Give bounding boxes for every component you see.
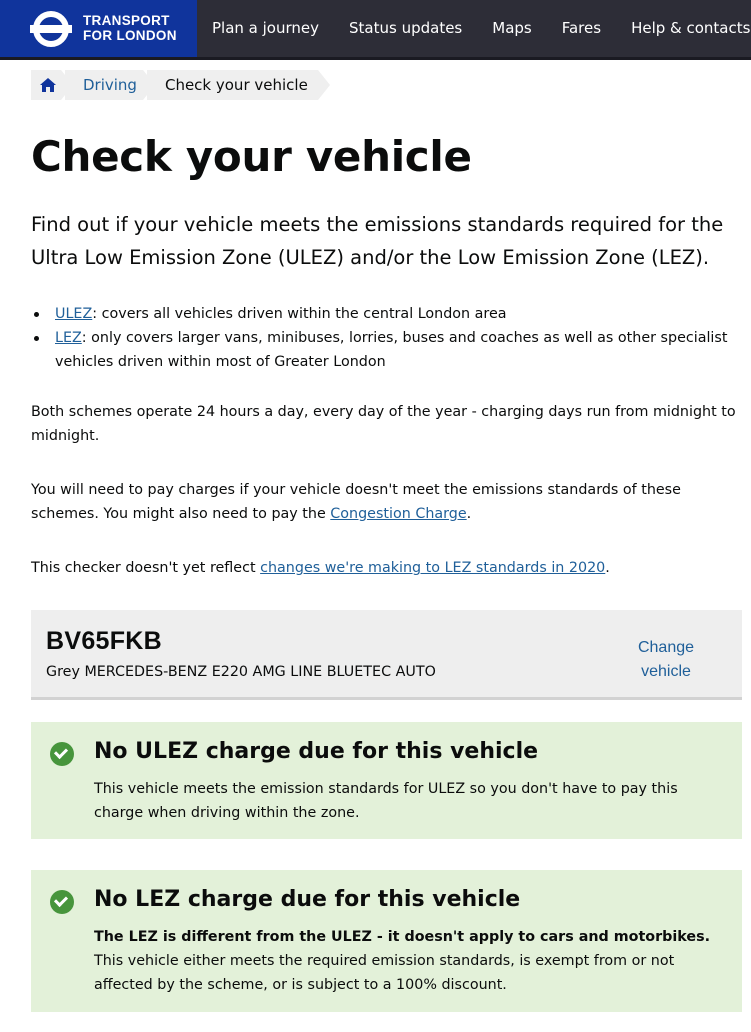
checker-note-paragraph: This checker doesn't yet reflect changes we're making to LEZ standards in 2020. <box>31 560 610 576</box>
vehicle-registration: BV65FKB <box>46 627 163 655</box>
nav-plan-a-journey[interactable]: Plan a journey <box>212 19 320 37</box>
logo-text: TRANSPORT FOR LONDON <box>83 13 177 43</box>
charges-paragraph: You will need to pay charges if your vehicle doesn't meet the emissions standards of these schemes. You might also need to pay the Congestion Charge. <box>31 482 681 522</box>
roundel-icon <box>30 11 72 47</box>
ulez-link[interactable]: ULEZ <box>55 306 93 322</box>
breadcrumb-home[interactable] <box>31 70 61 100</box>
ulez-description: : covers all vehicles driven within the central London area <box>92 306 507 322</box>
nav-help-contacts[interactable]: Help & contacts <box>631 19 751 37</box>
site-header <box>0 0 751 60</box>
ulez-result-panel <box>31 722 742 839</box>
congestion-charge-link[interactable]: Congestion Charge <box>330 506 467 522</box>
lez-description: : only covers larger vans, minibuses, lorries, buses and coaches as well as other specialist vehicles driven within most of Greater London <box>55 330 728 370</box>
list-item <box>31 302 741 326</box>
lez-result-panel <box>31 870 742 1012</box>
vehicle-summary <box>31 610 742 700</box>
home-icon <box>40 78 56 92</box>
breadcrumb-current-label: Check your vehicle <box>164 76 308 94</box>
nav-status-updates[interactable]: Status updates <box>349 19 463 37</box>
list-item <box>31 326 741 374</box>
tfl-logo[interactable] <box>0 0 197 57</box>
ulez-result-text: This vehicle meets the emission standards for ULEZ so you don't have to pay this charge when driving within the zone. <box>94 781 678 821</box>
breadcrumb-driving[interactable] <box>65 70 143 100</box>
lez-result-title: No LEZ charge due for this vehicle <box>94 887 521 912</box>
page-title: Check your vehicle <box>31 132 472 181</box>
check-circle-icon <box>50 890 74 914</box>
zone-list <box>31 302 741 374</box>
main-nav <box>197 0 751 57</box>
lez-standards-2020-link[interactable]: changes we're making to LEZ standards in 2020 <box>260 560 606 576</box>
vehicle-description: Grey MERCEDES-BENZ E220 AMG LINE BLUETEC AUTO <box>46 664 436 680</box>
lead-paragraph: Find out if your vehicle meets the emissions standards required for the Ultra Low Emission Zone (ULEZ) and/or the Low Emission Zone (LEZ). <box>31 213 724 269</box>
check-circle-icon <box>50 742 74 766</box>
ulez-result-title: No ULEZ charge due for this vehicle <box>94 739 539 764</box>
breadcrumb-current <box>147 70 318 100</box>
schemes-operate-paragraph: Both schemes operate 24 hours a day, every day of the year - charging days run from midnight to midnight. <box>31 404 736 444</box>
lez-result-text: The LEZ is different from the ULEZ - it doesn't apply to cars and motorbikes. This vehicle either meets the required emission standards, is exempt from or not affected by the scheme, or is subject to a 100% discount. <box>94 929 711 993</box>
nav-fares[interactable]: Fares <box>561 19 602 37</box>
breadcrumb-driving-label[interactable]: Driving <box>83 76 137 94</box>
lez-result-bold: The LEZ is different from the ULEZ - it doesn't apply to cars and motorbikes. <box>94 929 711 945</box>
change-vehicle-link[interactable]: Change vehicle <box>637 639 695 680</box>
lez-link[interactable]: LEZ <box>55 330 82 346</box>
breadcrumb <box>31 70 322 100</box>
nav-maps[interactable]: Maps <box>492 19 532 37</box>
